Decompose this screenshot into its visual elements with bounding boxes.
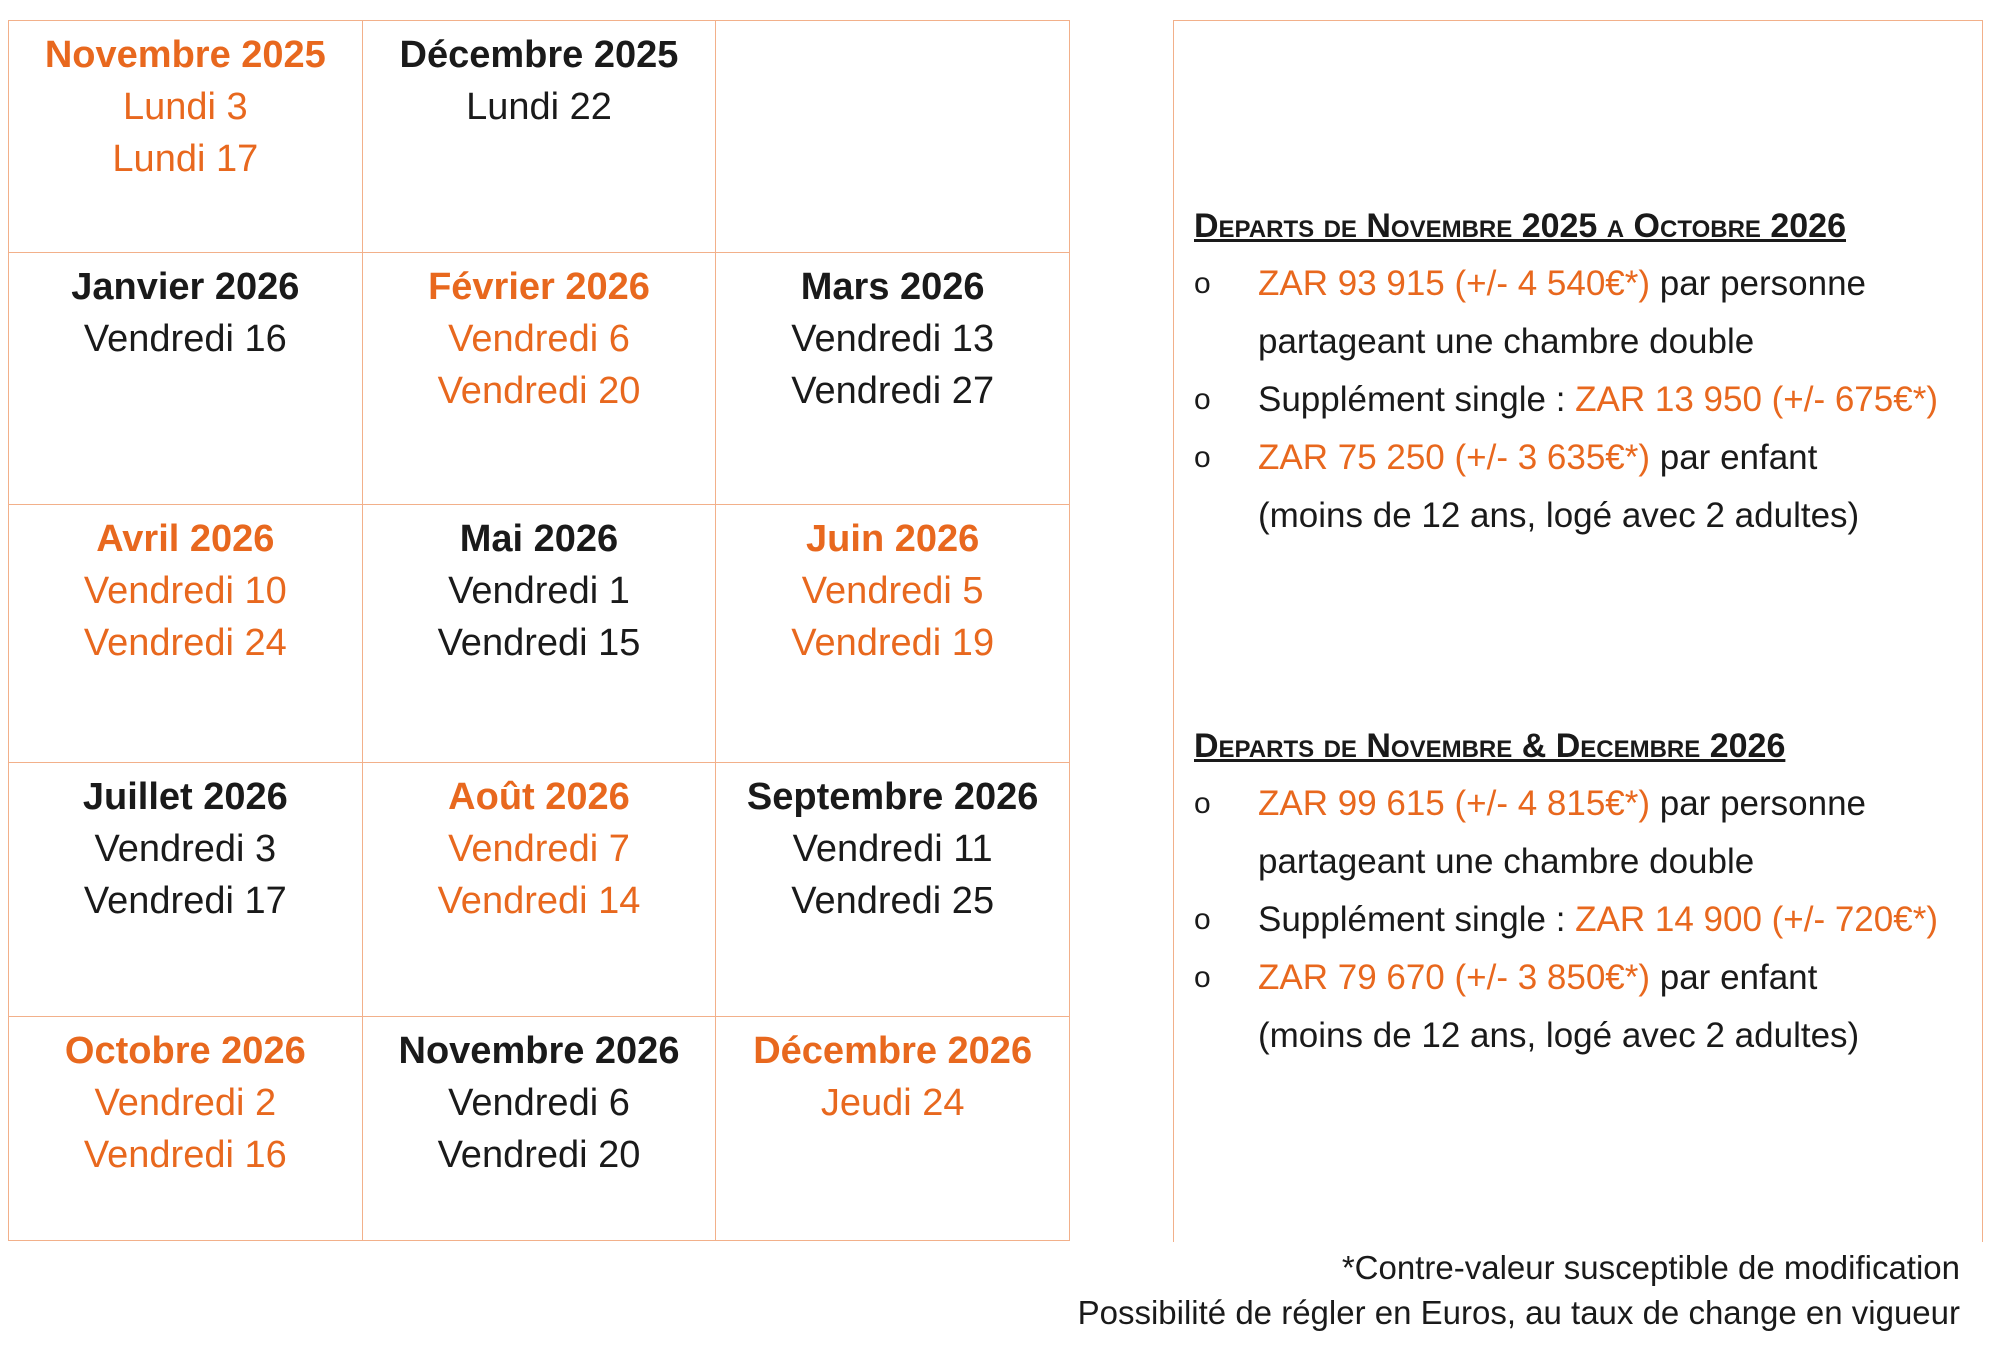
price-continuation: partageant une chambre double <box>1258 322 1755 361</box>
price-item <box>1194 429 1974 487</box>
month-heading: Février 2026 <box>428 266 650 308</box>
price-value: ZAR 14 900 (+/- 720€*) <box>1575 900 1938 939</box>
month-heading: Avril 2026 <box>96 518 275 560</box>
month-heading: Juin 2026 <box>806 518 980 560</box>
departure-day: Vendredi 10 <box>83 570 287 612</box>
price-item <box>1194 255 1974 313</box>
calendar-row <box>9 253 1070 505</box>
price-continuation: (moins de 12 ans, logé avec 2 adultes) <box>1258 1016 1860 1055</box>
bullet-icon: o <box>1194 383 1211 416</box>
calendar-cell <box>362 21 716 253</box>
departure-day: Vendredi 16 <box>83 1134 287 1176</box>
departure-day: Vendredi 5 <box>801 570 984 612</box>
departure-day: Vendredi 7 <box>448 828 630 870</box>
departure-calendar <box>8 20 1070 1241</box>
calendar-cell <box>716 1017 1070 1241</box>
departure-day: Vendredi 15 <box>437 622 641 664</box>
price-value: ZAR 79 670 (+/- 3 850€*) <box>1258 958 1651 997</box>
section-title: Departs de Novembre & Decembre 2026 <box>1194 727 1786 765</box>
price-suffix: par enfant <box>1650 958 1818 997</box>
calendar-row <box>9 21 1070 253</box>
price-value: ZAR 75 250 (+/- 3 635€*) <box>1258 438 1651 477</box>
month-heading: Juillet 2026 <box>82 776 288 818</box>
month-heading: Octobre 2026 <box>64 1030 306 1072</box>
departure-day: Vendredi 17 <box>83 880 287 922</box>
price-continuation: partageant une chambre double <box>1258 842 1755 881</box>
calendar-cell <box>9 763 363 1017</box>
calendar-cell <box>362 763 716 1017</box>
price-continuation: (moins de 12 ans, logé avec 2 adultes) <box>1258 496 1860 535</box>
calendar-cell <box>716 505 1070 763</box>
price-value: ZAR 93 915 (+/- 4 540€*) <box>1258 264 1651 303</box>
departure-day: Vendredi 20 <box>437 370 641 412</box>
departure-day: Vendredi 6 <box>448 318 630 360</box>
bullet-icon: o <box>1194 961 1211 994</box>
departure-day: Vendredi 3 <box>94 828 277 870</box>
month-heading: Août 2026 <box>448 776 630 818</box>
bullet-icon: o <box>1194 267 1211 300</box>
price-item <box>1194 371 1974 429</box>
month-heading: Novembre 2025 <box>44 34 326 76</box>
calendar-row <box>9 1017 1070 1241</box>
pricing-section <box>1194 723 1974 1065</box>
month-heading: Janvier 2026 <box>71 266 300 308</box>
departure-day: Vendredi 11 <box>792 828 993 870</box>
departure-day: Lundi 17 <box>112 138 259 180</box>
departure-day: Vendredi 24 <box>83 622 287 664</box>
calendar-cell <box>362 505 716 763</box>
pricing-section <box>1194 203 1974 545</box>
price-suffix: par personne <box>1650 264 1867 303</box>
price-suffix: par personne <box>1650 784 1867 823</box>
price-suffix: par enfant <box>1650 438 1818 477</box>
footnote-payment: Possibilité de régler en Euros, au taux de change en vigueur <box>1077 1294 1960 1331</box>
departure-day: Vendredi 27 <box>791 370 995 412</box>
calendar-cell <box>9 21 363 253</box>
calendar-cell-empty <box>716 21 1070 253</box>
calendar-row <box>9 505 1070 763</box>
price-item <box>1194 891 1974 949</box>
bullet-icon: o <box>1194 787 1211 820</box>
bullet-icon: o <box>1194 903 1211 936</box>
calendar-cell <box>9 1017 363 1241</box>
price-label: Supplément single : <box>1258 380 1576 419</box>
pricing-panel <box>1173 20 1983 1242</box>
month-heading: Décembre 2026 <box>753 1030 1033 1072</box>
month-heading: Septembre 2026 <box>746 776 1039 818</box>
calendar-cell <box>362 253 716 505</box>
departure-day: Vendredi 6 <box>448 1082 630 1124</box>
departure-day: Vendredi 14 <box>437 880 641 922</box>
price-label: Supplément single : <box>1258 900 1576 939</box>
month-heading: Décembre 2025 <box>399 34 679 76</box>
price-item <box>1194 949 1974 1007</box>
price-value: ZAR 13 950 (+/- 675€*) <box>1575 380 1938 419</box>
footnote-exchange: *Contre-valeur susceptible de modification <box>1341 1249 1960 1286</box>
month-heading: Mars 2026 <box>800 266 985 308</box>
departure-day: Vendredi 1 <box>448 570 630 612</box>
section-title: Departs de Novembre 2025 a Octobre 2026 <box>1194 207 1846 245</box>
calendar-cell <box>9 505 363 763</box>
departure-day: Lundi 3 <box>122 86 248 128</box>
month-heading: Mai 2026 <box>459 518 619 560</box>
calendar-cell <box>716 253 1070 505</box>
bullet-icon: o <box>1194 441 1211 474</box>
departure-day: Vendredi 2 <box>94 1082 277 1124</box>
calendar-cell <box>9 253 363 505</box>
departure-day: Lundi 22 <box>466 86 612 128</box>
calendar-cell <box>716 763 1070 1017</box>
departure-day: Vendredi 13 <box>791 318 995 360</box>
departure-day: Vendredi 19 <box>791 622 995 664</box>
departure-day: Vendredi 20 <box>437 1134 641 1176</box>
departure-day: Jeudi 24 <box>820 1082 965 1124</box>
month-heading: Novembre 2026 <box>398 1030 680 1072</box>
price-value: ZAR 99 615 (+/- 4 815€*) <box>1258 784 1651 823</box>
departure-day: Vendredi 16 <box>83 318 287 360</box>
price-item <box>1194 775 1974 833</box>
calendar-row <box>9 763 1070 1017</box>
departure-day: Vendredi 25 <box>791 880 995 922</box>
calendar-cell <box>362 1017 716 1241</box>
